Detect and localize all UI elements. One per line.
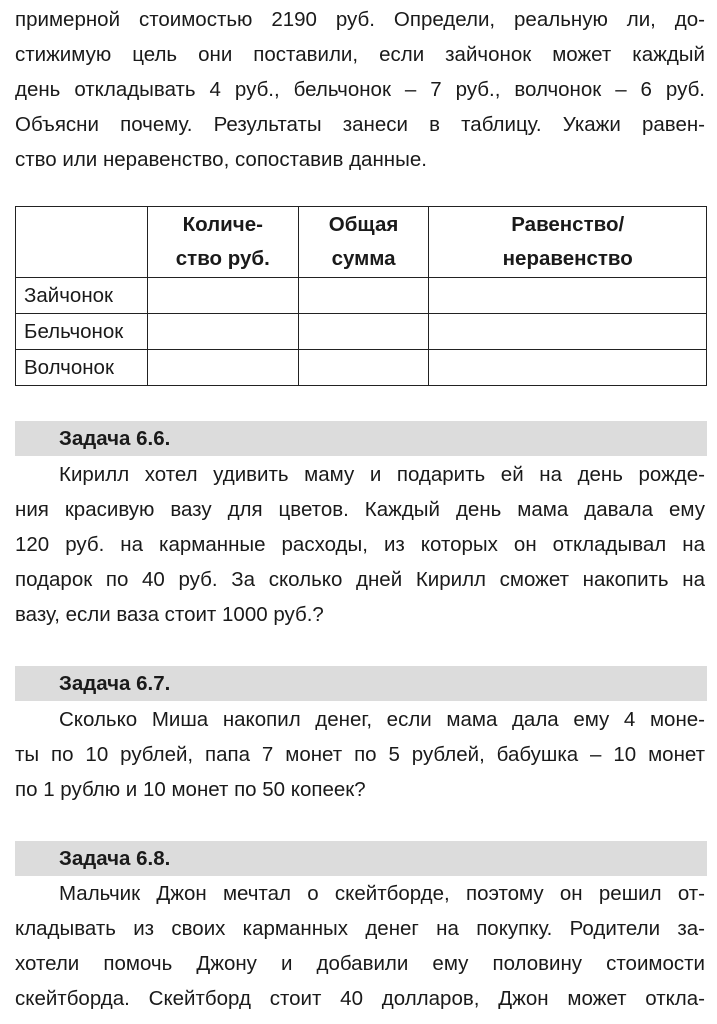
task-line: вазу, если ваза стоит 1000 руб.? [15,603,324,626]
table-cell [147,350,298,386]
intro-line: ство или неравенство, сопоставив данные. [15,148,427,171]
task-header [15,841,707,876]
task-line: по 1 рублю и 10 монет по 50 копеек? [15,778,366,801]
row-label-squirrel: Бельчонок [16,314,148,350]
task-body [15,876,705,1016]
table-header-empty [16,207,148,278]
intro-line: стижимую цель они поставили, если зайчонок может каждый [15,43,705,66]
table-cell [298,278,429,314]
intro-line: Объясни почему. Результаты занеси в таблицу. Укажи равен- [15,113,705,136]
table-cell [298,350,429,386]
task-title: Задача 6.7. [59,672,171,695]
table-cell [429,314,707,350]
task-title: Задача 6.6. [59,427,171,450]
task-line: Мальчик Джон мечтал о скейтборде, поэтому он решил от- [59,882,705,905]
task-line: Сколько Миша накопил денег, если мама дала ему 4 моне- [59,708,705,731]
results-table [15,206,707,386]
table-cell [429,350,707,386]
task-header [15,666,707,701]
table-row [16,278,707,314]
task-line: 120 руб. на карманные расходы, из которых он откладывал на [15,533,705,556]
table-header-equality: Равенство/ неравенство [429,207,707,278]
task-body [15,702,705,807]
table-cell [147,278,298,314]
intro-paragraph [15,2,705,177]
task-title: Задача 6.8. [59,847,171,870]
table-row [16,350,707,386]
table-cell [147,314,298,350]
intro-line: день откладывать 4 руб., бельчонок – 7 руб., волчонок – 6 руб. [15,78,705,101]
table-header-quantity: Количе- ство руб. [147,207,298,278]
task-line: хотели помочь Джону и добавили ему половину стоимости [15,952,705,975]
row-label-bunny: Зайчонок [16,278,148,314]
task-line: ния красивую вазу для цветов. Каждый день мама давала ему [15,498,705,521]
task-body [15,457,705,632]
task-line: скейтборда. Скейтборд стоит 40 долларов, Джон может откла- [15,987,705,1010]
intro-line: примерной стоимостью 2190 руб. Определи, реальную ли, до- [15,8,705,31]
table-header-total: Общая сумма [298,207,429,278]
task-line: кладывать из своих карманных денег на покупку. Родители за- [15,917,705,940]
row-label-wolf: Волчонок [16,350,148,386]
table-cell [429,278,707,314]
table-row [16,314,707,350]
task-header [15,421,707,456]
task-line: подарок по 40 руб. За сколько дней Кирилл сможет накопить на [15,568,705,591]
table-header-row [16,207,707,278]
task-line: ты по 10 рублей, папа 7 монет по 5 рублей, бабушка – 10 монет [15,743,705,766]
task-line: Кирилл хотел удивить маму и подарить ей на день рожде- [59,463,705,486]
table-cell [298,314,429,350]
